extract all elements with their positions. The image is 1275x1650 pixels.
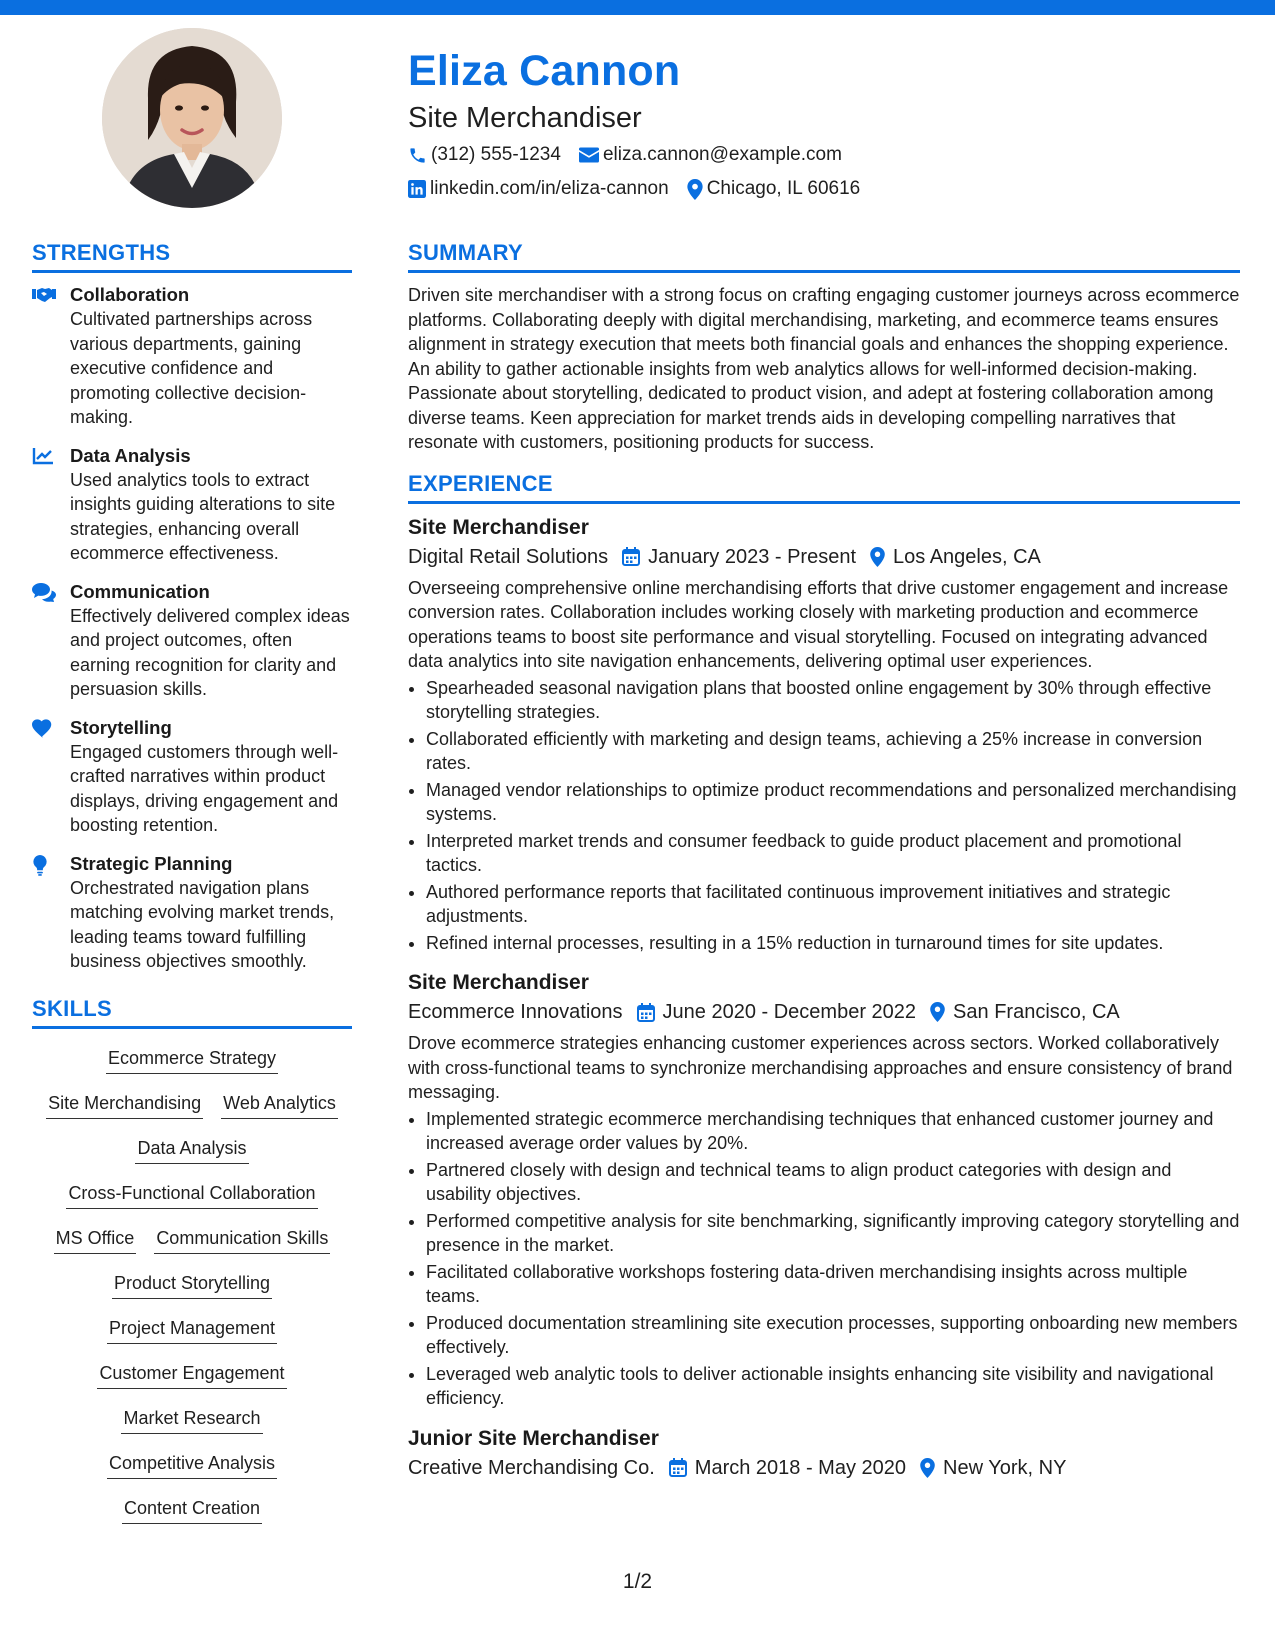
- job-title: Site Merchandiser: [408, 515, 589, 539]
- job-location-text: Los Angeles, CA: [893, 545, 1041, 568]
- phone-contact: [408, 144, 561, 166]
- achievement-bullet: • Interpreted market trends and consumer feedback to guide product placement and promotional tactics.: [426, 829, 1240, 878]
- linkedin-text[interactable]: linkedin.com/in/eliza-cannon: [430, 178, 669, 199]
- calendar-icon: [637, 1003, 655, 1022]
- strength-description: Used analytics tools to extract insights guiding alterations to site strategies, enhancing overall ecommerce effectiveness.: [70, 469, 336, 563]
- job-location: [930, 997, 1120, 1027]
- job-description: Overseeing comprehensive online merchandising efforts that drive customer engagement and increase conversion rates. Collaboration includes working closely with marketing production and ecommerce operations teams to boost site performance and visual storytelling. Focused on integrating advanced data analytics into site navigation enhancements, delivering optimal user experiences.: [408, 577, 1229, 671]
- achievement-bullet: • Authored performance reports that facilitated continuous improvement initiatives and strategic adjustments.: [426, 880, 1240, 929]
- job-meta: [408, 542, 1240, 572]
- calendar-icon: [669, 1458, 687, 1477]
- experience-entry: [408, 514, 1240, 956]
- job-achievements: [408, 676, 1240, 956]
- email-text[interactable]: eliza.cannon@example.com: [602, 144, 842, 165]
- skills-heading: SKILLS: [32, 996, 352, 1029]
- chat-bubbles-icon: [32, 583, 56, 602]
- skill-tag: Cross-Functional Collaboration: [66, 1180, 317, 1209]
- skill-tag: MS Office: [54, 1225, 137, 1254]
- skill-tag: Competitive Analysis: [107, 1450, 277, 1479]
- strength-title: Strategic Planning: [70, 852, 233, 874]
- handshake-icon: [32, 286, 56, 304]
- skill-tag: Ecommerce Strategy: [106, 1045, 278, 1074]
- job-dates: [637, 997, 917, 1027]
- achievement-bullet: • Refined internal processes, resulting in a 15% reduction in turnaround times for site updates.: [426, 931, 1240, 956]
- location-text: Chicago, IL 60616: [706, 178, 861, 199]
- job-dates: [622, 542, 856, 572]
- summary-text: Driven site merchandiser with a strong focus on crafting engaging customer journeys across ecommerce platforms. Collaborating deeply with digital merchandising, marketing, and ecommerce teams ensures alignment in strategy execution that meets both financial goals and enhances the shopping experience. An ability to gather actionable insights from web analytics allows for well-informed decision-making. Passionate about storytelling, dedicated to product vision, and adept at fostering collaboration among diverse teams. Keen appreciation for market trends aids in developing compelling narratives that resonate with customers, positioning products for success.: [408, 285, 1240, 452]
- strength-description: Cultivated partnerships across various departments, gaining executive confidence and promoting collective decision-making.: [70, 309, 313, 427]
- achievement-bullet: • Collaborated efficiently with marketing and design teams, achieving a 25% increase in conversion rates.: [426, 727, 1240, 776]
- skill-tag: Data Analysis: [135, 1135, 248, 1164]
- job-description: Drove ecommerce strategies enhancing customer experiences across sectors. Worked collaboratively with cross-functional teams to synchronize merchandising approaches and ensure consistency of brand messaging.: [408, 1033, 1233, 1102]
- achievement-bullet: • Leveraged web analytic tools to deliver actionable insights enhancing site visibility and navigational efficiency.: [426, 1362, 1240, 1411]
- skill-tag: Web Analytics: [221, 1090, 338, 1119]
- company-name: Creative Merchandising Co.: [408, 1456, 655, 1479]
- strength-item: [32, 852, 352, 974]
- strength-item: [32, 716, 352, 838]
- envelope-icon: [579, 147, 599, 163]
- map-pin-icon: [870, 547, 885, 567]
- company-name: Ecommerce Innovations: [408, 1001, 623, 1023]
- job-location: [920, 1453, 1066, 1483]
- achievement-bullet: • Performed competitive analysis for site benchmarking, significantly improving category storytelling and presence in the market.: [426, 1209, 1240, 1258]
- skill-tag: Content Creation: [122, 1495, 262, 1524]
- strength-title: Data Analysis: [70, 444, 191, 466]
- job-dates: [669, 1453, 906, 1483]
- calendar-icon: [622, 547, 640, 566]
- skill-tag: Site Merchandising: [46, 1090, 203, 1119]
- company-name: Digital Retail Solutions: [408, 545, 609, 568]
- achievement-bullet: • Spearheaded seasonal navigation plans that boosted online engagement by 30% through effective storytelling strategies.: [426, 676, 1240, 725]
- achievement-bullet: • Partnered closely with design and technical teams to align product categories with design and usability objectives.: [426, 1158, 1240, 1207]
- skills-list: [32, 1039, 352, 1534]
- skill-tag: Product Storytelling: [112, 1270, 272, 1299]
- map-pin-icon: [687, 179, 703, 200]
- strength-title: Storytelling: [70, 716, 172, 738]
- job-dates-text: June 2020 - December 2022: [662, 1001, 917, 1023]
- top-accent-bar: [0, 0, 1275, 15]
- map-pin-icon: [920, 1458, 935, 1478]
- job-title: Junior Site Merchandiser: [408, 1426, 659, 1450]
- job-location-text: San Francisco, CA: [953, 1001, 1120, 1023]
- skill-tag: Market Research: [121, 1405, 262, 1434]
- candidate-title: Site Merchandiser: [408, 102, 642, 134]
- achievement-bullet: • Implemented strategic ecommerce merchandising techniques that enhanced customer journey and increased average order values by 20%.: [426, 1107, 1240, 1156]
- strength-description: Effectively delivered complex ideas and project outcomes, often earning recognition for clarity and persuasion skills.: [70, 605, 350, 699]
- heart-icon: [32, 719, 53, 738]
- strength-title: Collaboration: [70, 284, 190, 305]
- experience-heading: EXPERIENCE: [408, 471, 1240, 504]
- portrait-illustration: [102, 28, 282, 208]
- job-meta: [408, 997, 1240, 1027]
- profile-photo: [102, 28, 282, 208]
- left-column: [32, 240, 352, 1534]
- contact-row-1: [408, 140, 1238, 170]
- strength-item: [32, 283, 352, 430]
- skill-tag: Communication Skills: [154, 1225, 330, 1254]
- resume-header: [408, 42, 1238, 204]
- job-location: [870, 542, 1041, 572]
- lightbulb-icon: [32, 855, 48, 876]
- job-achievements: [408, 1107, 1240, 1411]
- strength-description: Orchestrated navigation plans matching evolving market trends, leading teams toward fulfilling business objectives smoothly.: [70, 877, 335, 971]
- summary-heading: SUMMARY: [408, 240, 1240, 273]
- achievement-bullet: • Produced documentation streamlining site execution processes, supporting onboarding new members effectively.: [426, 1311, 1240, 1360]
- achievement-bullet: • Facilitated collaborative workshops fostering data-driven merchandising insights across multiple teams.: [426, 1260, 1240, 1309]
- phone-icon: [408, 146, 427, 165]
- phone-text: (312) 555-1234: [431, 144, 561, 165]
- skill-tag: Customer Engagement: [97, 1360, 286, 1389]
- strength-item: [32, 580, 352, 702]
- map-pin-icon: [930, 1002, 945, 1022]
- job-meta: [408, 1453, 1240, 1483]
- strengths-heading: STRENGTHS: [32, 240, 352, 273]
- job-title: Site Merchandiser: [408, 971, 589, 994]
- email-contact[interactable]: [579, 144, 842, 166]
- linkedin-contact[interactable]: [408, 178, 669, 200]
- page-number: 1/2: [622, 1570, 653, 1593]
- linkedin-icon: [408, 180, 426, 198]
- contact-row-2: [408, 174, 1238, 204]
- experience-entry: [408, 1425, 1240, 1483]
- job-dates-text: March 2018 - May 2020: [694, 1456, 907, 1479]
- achievement-bullet: • Managed vendor relationships to optimize product recommendations and personalized merchandising systems.: [426, 778, 1240, 827]
- chart-line-icon: [32, 447, 54, 465]
- experience-entry: [408, 969, 1240, 1411]
- candidate-name: Eliza Cannon: [408, 47, 681, 95]
- right-column: [408, 240, 1240, 1497]
- skill-tag: Project Management: [107, 1315, 277, 1344]
- job-dates-text: January 2023 - Present: [648, 545, 857, 568]
- job-location-text: New York, NY: [943, 1456, 1067, 1479]
- strength-description: Engaged customers through well-crafted narratives within product displays, driving engagement and boosting retention.: [70, 741, 339, 835]
- location-contact: [687, 178, 861, 200]
- strength-item: [32, 444, 352, 566]
- strength-title: Communication: [70, 580, 210, 602]
